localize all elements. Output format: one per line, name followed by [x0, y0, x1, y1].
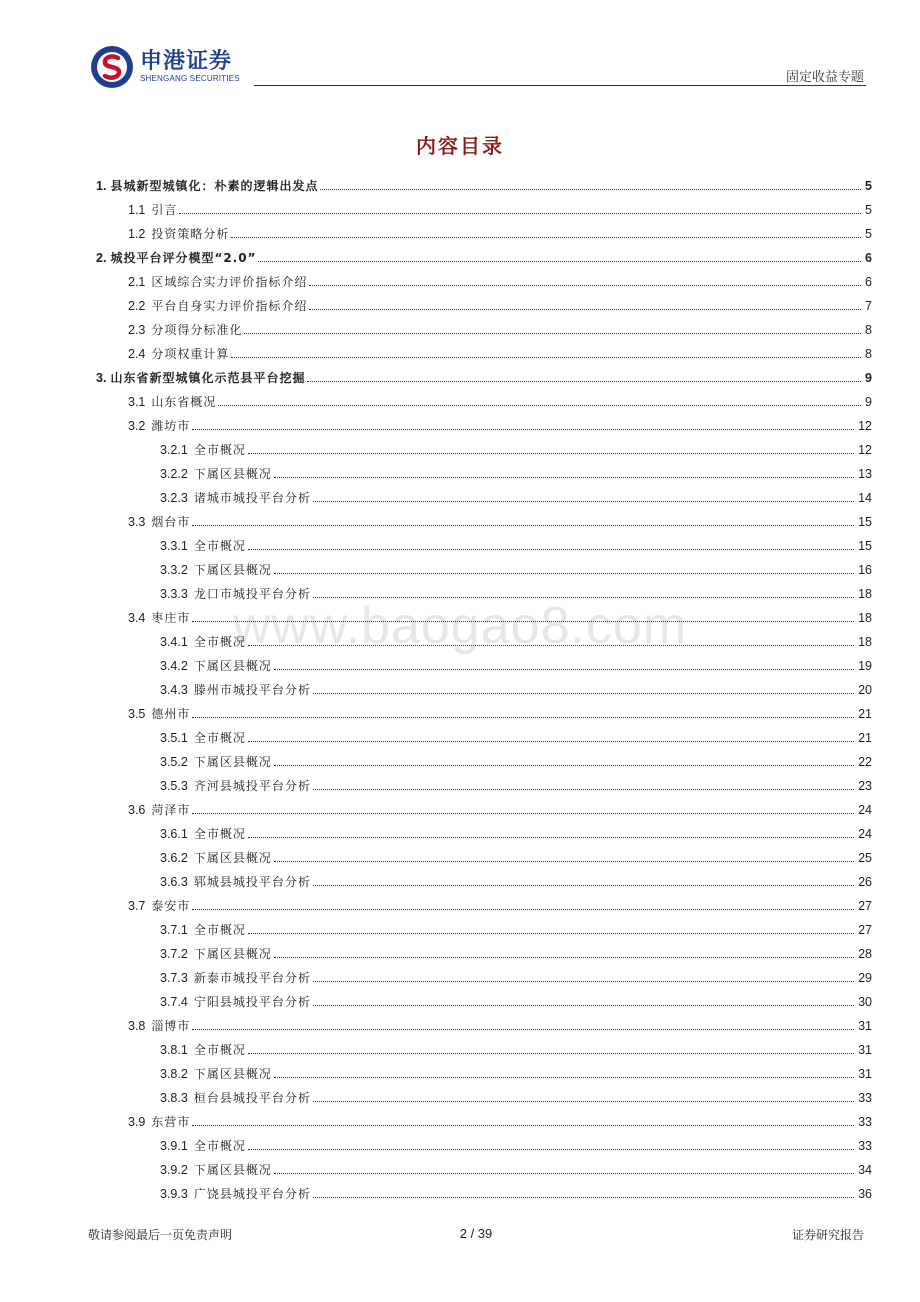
toc-entry-number: 3.6.2	[160, 851, 188, 865]
toc-entry-number: 3.5	[128, 707, 146, 721]
toc-entry-number: 2.2	[128, 299, 146, 313]
toc-entry-number: 3.8.2	[160, 1067, 188, 1081]
toc-entry-number: 3.7.4	[160, 995, 188, 1009]
toc-entry-page: 27	[858, 923, 872, 937]
toc-entry-page: 5	[865, 227, 872, 241]
toc-entry-number: 3.5.3	[160, 779, 188, 793]
toc-entry-number: 3.8.3	[160, 1091, 188, 1105]
page-footer	[88, 1226, 864, 1246]
toc-entry-number: 3.8.1	[160, 1043, 188, 1057]
toc-entry-title: 投资策略分析	[151, 227, 230, 241]
toc-entry[interactable]	[96, 722, 872, 746]
toc-leader-dots	[192, 525, 854, 526]
toc-leader-dots	[192, 429, 854, 430]
toc-entry-number: 3.9.1	[160, 1139, 188, 1153]
toc-entry[interactable]	[96, 1106, 872, 1130]
toc-entry[interactable]	[96, 794, 872, 818]
toc-entry-title: 下属区县概况	[193, 947, 272, 961]
toc-entry-page: 29	[858, 971, 872, 985]
toc-entry-page: 9	[865, 395, 872, 409]
toc-entry-title: 东营市	[151, 1115, 191, 1129]
toc-entry-title: 烟台市	[151, 515, 191, 529]
toc-title: 内容目录	[416, 134, 504, 158]
toc-entry[interactable]	[96, 482, 872, 506]
watermark: www.baogao8.com	[232, 597, 688, 655]
toc-entry-title: 全市概况	[193, 635, 246, 649]
toc-entry-page: 13	[858, 467, 872, 481]
toc-leader-dots	[179, 213, 861, 214]
toc-entry[interactable]	[96, 650, 872, 674]
brand-name-en: SHENGANG SECURITIES	[140, 74, 240, 83]
toc-entry[interactable]	[96, 866, 872, 890]
toc-entry[interactable]	[96, 170, 872, 194]
toc-entry-page: 23	[858, 779, 872, 793]
toc-leader-dots	[248, 549, 854, 550]
toc-entry-page: 5	[865, 179, 872, 193]
toc-entry-page: 6	[865, 275, 872, 289]
toc-entry[interactable]	[96, 434, 872, 458]
toc-entry-number: 2.4	[128, 347, 146, 361]
toc-entry-title: 山东省概况	[151, 395, 217, 409]
toc-leader-dots	[313, 1197, 854, 1198]
toc-entry-title: 下属区县概况	[193, 755, 272, 769]
toc-entry[interactable]	[96, 818, 872, 842]
toc-entry[interactable]	[96, 1034, 872, 1058]
toc-entry-title: 广饶县城投平台分析	[193, 1187, 311, 1201]
toc-entry[interactable]	[96, 842, 872, 866]
toc-entry-title: 分项得分标准化	[151, 323, 243, 337]
toc-entry-page: 18	[858, 635, 872, 649]
toc-entry-page: 36	[858, 1187, 872, 1201]
toc-entry-page: 19	[858, 659, 872, 673]
toc-entry-number: 3.9.3	[160, 1187, 188, 1201]
toc-leader-dots	[274, 1077, 854, 1078]
toc-leader-dots	[248, 645, 854, 646]
toc-leader-dots	[248, 837, 854, 838]
toc-entry-number: 3.2.2	[160, 467, 188, 481]
toc-entry-page: 12	[858, 419, 872, 433]
toc-leader-dots	[274, 957, 854, 958]
toc-entry-title: 新泰市城投平台分析	[193, 971, 311, 985]
toc-entry[interactable]	[96, 914, 872, 938]
toc-entry-title: 菏泽市	[151, 803, 191, 817]
toc-entry[interactable]	[96, 1178, 872, 1202]
toc-leader-dots	[192, 1125, 854, 1126]
toc-entry-page: 24	[858, 827, 872, 841]
toc-entry-number: 3.6.3	[160, 875, 188, 889]
brand-logo	[90, 44, 240, 90]
toc-leader-dots	[307, 381, 861, 382]
toc-entry-page: 14	[858, 491, 872, 505]
toc-entry-number: 3.4.1	[160, 635, 188, 649]
toc-entry-title: 泰安市	[151, 899, 191, 913]
toc-entry-page: 8	[865, 347, 872, 361]
toc-entry-page: 33	[858, 1139, 872, 1153]
toc-entry[interactable]	[96, 770, 872, 794]
toc-entry-number: 1.	[96, 179, 107, 193]
toc-entry-number: 3.4.3	[160, 683, 188, 697]
toc-entry-page: 7	[865, 299, 872, 313]
toc-entry[interactable]	[96, 554, 872, 578]
toc-leader-dots	[313, 789, 854, 790]
toc-leader-dots	[218, 405, 861, 406]
toc-entry-page: 18	[858, 611, 872, 625]
toc-entry-title: 下属区县概况	[193, 563, 272, 577]
toc-entry-title: 下属区县概况	[193, 851, 272, 865]
toc-entry-title: 诸城市城投平台分析	[193, 491, 311, 505]
toc-entry[interactable]	[96, 338, 872, 362]
toc-leader-dots	[313, 693, 854, 694]
toc-entry-title: 宁阳县城投平台分析	[193, 995, 311, 1009]
toc-entry-page: 15	[858, 539, 872, 553]
toc-leader-dots	[248, 1053, 854, 1054]
toc-entry-page: 33	[858, 1091, 872, 1105]
header-divider	[254, 85, 866, 86]
toc-entry-number: 3.3.1	[160, 539, 188, 553]
toc-entry[interactable]	[96, 242, 872, 266]
toc-entry-page: 22	[858, 755, 872, 769]
toc-leader-dots	[192, 813, 854, 814]
toc-leader-dots	[309, 285, 861, 286]
toc-leader-dots	[244, 333, 861, 334]
toc-entry[interactable]	[96, 1082, 872, 1106]
toc-entry[interactable]	[96, 386, 872, 410]
toc-entry-page: 15	[858, 515, 872, 529]
toc-entry-title: 全市概况	[193, 1043, 246, 1057]
toc-entry-title: 下属区县概况	[193, 659, 272, 673]
toc-leader-dots	[248, 741, 854, 742]
toc-entry-page: 12	[858, 443, 872, 457]
toc-entry[interactable]	[96, 266, 872, 290]
toc-leader-dots	[313, 597, 854, 598]
toc-entry-title: 引言	[151, 203, 178, 217]
toc-entry-page: 18	[858, 587, 872, 601]
toc-entry[interactable]	[96, 194, 872, 218]
toc-entry[interactable]	[96, 290, 872, 314]
toc-entry-title: 平台自身实力评价指标介绍	[151, 299, 308, 313]
toc-entry[interactable]	[96, 410, 872, 434]
toc-entry-number: 3.3.2	[160, 563, 188, 577]
toc-entry-title: 山东省新型城镇化示范县平台挖掘	[110, 371, 306, 385]
toc-entry-title: 下属区县概况	[193, 1067, 272, 1081]
toc-entry[interactable]	[96, 746, 872, 770]
toc-entry-page: 5	[865, 203, 872, 217]
toc-entry[interactable]	[96, 1010, 872, 1034]
toc-entry-number: 3.2.3	[160, 491, 188, 505]
toc-entry-title: 德州市	[151, 707, 191, 721]
toc-entry-title: 区域综合实力评价指标介绍	[151, 275, 308, 289]
toc-entry-number: 3.7.3	[160, 971, 188, 985]
toc-entry-page: 31	[858, 1067, 872, 1081]
toc-entry[interactable]	[96, 1058, 872, 1082]
toc-leader-dots	[274, 573, 854, 574]
toc-leader-dots	[231, 357, 861, 358]
toc-entry-number: 2.1	[128, 275, 146, 289]
toc-entry[interactable]	[96, 530, 872, 554]
toc-entry[interactable]	[96, 698, 872, 722]
toc-entry-number: 3.5.1	[160, 731, 188, 745]
toc-entry-number: 3.6.1	[160, 827, 188, 841]
toc-entry-number: 2.	[96, 251, 107, 265]
toc-entry-number: 3.9	[128, 1115, 146, 1129]
toc-entry-title: 郓城县城投平台分析	[193, 875, 311, 889]
toc-entry-number: 3.9.2	[160, 1163, 188, 1177]
toc-entry[interactable]	[96, 362, 872, 386]
toc-entry-title: 齐河县城投平台分析	[193, 779, 311, 793]
toc-entry-title: 桓台县城投平台分析	[193, 1091, 311, 1105]
toc-entry-page: 27	[858, 899, 872, 913]
toc-leader-dots	[248, 933, 854, 934]
toc-entry-page: 34	[858, 1163, 872, 1177]
toc-leader-dots	[231, 237, 861, 238]
toc-entry-number: 3.2.1	[160, 443, 188, 457]
toc-entry-page: 30	[858, 995, 872, 1009]
toc-entry-number: 3.6	[128, 803, 146, 817]
toc-entry-number: 2.3	[128, 323, 146, 337]
toc-entry-number: 3.7.2	[160, 947, 188, 961]
toc-leader-dots	[274, 669, 854, 670]
toc-entry-title: 下属区县概况	[193, 467, 272, 481]
toc-entry[interactable]	[96, 1154, 872, 1178]
toc-entry-title: 全市概况	[193, 1139, 246, 1153]
toc-entry-page: 6	[865, 251, 872, 265]
toc-leader-dots	[258, 261, 861, 262]
toc-leader-dots	[274, 1173, 854, 1174]
toc-entry-number: 3.7	[128, 899, 146, 913]
table-of-contents	[96, 170, 872, 1202]
toc-entry[interactable]	[96, 626, 872, 650]
toc-entry-number: 3.3.3	[160, 587, 188, 601]
toc-entry-page: 21	[858, 731, 872, 745]
toc-entry-title: 全市概况	[193, 443, 246, 457]
toc-entry-page: 16	[858, 563, 872, 577]
toc-leader-dots	[313, 981, 854, 982]
toc-entry-page: 25	[858, 851, 872, 865]
toc-leader-dots	[313, 1101, 854, 1102]
report-label: 证券研究报告	[791, 1228, 864, 1242]
toc-entry[interactable]	[96, 218, 872, 242]
toc-leader-dots	[274, 477, 854, 478]
toc-entry-title: 城投平台评分模型“2.0”	[110, 251, 257, 265]
toc-entry[interactable]	[96, 578, 872, 602]
toc-entry-number: 3.	[96, 371, 107, 385]
toc-entry[interactable]	[96, 938, 872, 962]
toc-entry-page: 31	[858, 1019, 872, 1033]
toc-entry-number: 3.2	[128, 419, 146, 433]
toc-leader-dots	[309, 309, 861, 310]
page-header	[0, 0, 920, 100]
toc-leader-dots	[192, 717, 854, 718]
toc-entry-number: 1.2	[128, 227, 146, 241]
toc-entry-title: 滕州市城投平台分析	[193, 683, 311, 697]
toc-entry-page: 9	[865, 371, 872, 385]
toc-entry-number: 3.8	[128, 1019, 146, 1033]
page-number: 2 / 39	[459, 1226, 493, 1241]
toc-entry-title: 淄博市	[151, 1019, 191, 1033]
toc-entry[interactable]	[96, 890, 872, 914]
toc-entry-number: 3.4	[128, 611, 146, 625]
toc-leader-dots	[248, 453, 854, 454]
toc-entry-page: 8	[865, 323, 872, 337]
toc-leader-dots	[320, 189, 861, 190]
toc-entry-number: 1.1	[128, 203, 146, 217]
toc-entry-page: 26	[858, 875, 872, 889]
toc-entry-number: 3.1	[128, 395, 146, 409]
toc-entry[interactable]	[96, 506, 872, 530]
toc-leader-dots	[248, 1149, 854, 1150]
toc-leader-dots	[192, 909, 854, 910]
toc-entry-page: 21	[858, 707, 872, 721]
toc-entry-page: 31	[858, 1043, 872, 1057]
disclaimer-note: 敬请参阅最后一页免责声明	[88, 1228, 233, 1242]
report-type: 固定收益专题	[785, 70, 864, 85]
toc-entry-title: 潍坊市	[151, 419, 191, 433]
toc-entry-number: 3.5.2	[160, 755, 188, 769]
toc-entry[interactable]	[96, 986, 872, 1010]
toc-entry[interactable]	[96, 1130, 872, 1154]
toc-entry-number: 3.3	[128, 515, 146, 529]
toc-entry-title: 全市概况	[193, 539, 246, 553]
toc-leader-dots	[192, 1029, 854, 1030]
toc-entry-title: 分项权重计算	[151, 347, 230, 361]
toc-leader-dots	[192, 621, 854, 622]
toc-entry[interactable]	[96, 962, 872, 986]
toc-entry-number: 3.7.1	[160, 923, 188, 937]
toc-entry-title: 龙口市城投平台分析	[193, 587, 311, 601]
toc-leader-dots	[313, 885, 854, 886]
toc-leader-dots	[274, 861, 854, 862]
brand-name-cn: 申港证券	[140, 49, 233, 74]
toc-entry-title: 下属区县概况	[193, 1163, 272, 1177]
toc-entry-page: 28	[858, 947, 872, 961]
toc-entry-title: 全市概况	[193, 923, 246, 937]
shengang-logo-icon	[90, 45, 134, 89]
toc-entry-number: 3.4.2	[160, 659, 188, 673]
toc-entry-page: 33	[858, 1115, 872, 1129]
toc-leader-dots	[274, 765, 854, 766]
toc-entry[interactable]	[96, 674, 872, 698]
toc-entry[interactable]	[96, 314, 872, 338]
toc-entry-page: 24	[858, 803, 872, 817]
toc-entry-title: 县城新型城镇化：朴素的逻辑出发点	[110, 179, 319, 193]
toc-entry-title: 枣庄市	[151, 611, 191, 625]
toc-entry[interactable]	[96, 602, 872, 626]
toc-entry-title: 全市概况	[193, 827, 246, 841]
toc-entry[interactable]	[96, 458, 872, 482]
toc-entry-page: 20	[858, 683, 872, 697]
toc-entry-title: 全市概况	[193, 731, 246, 745]
toc-leader-dots	[313, 1005, 854, 1006]
toc-leader-dots	[313, 501, 854, 502]
